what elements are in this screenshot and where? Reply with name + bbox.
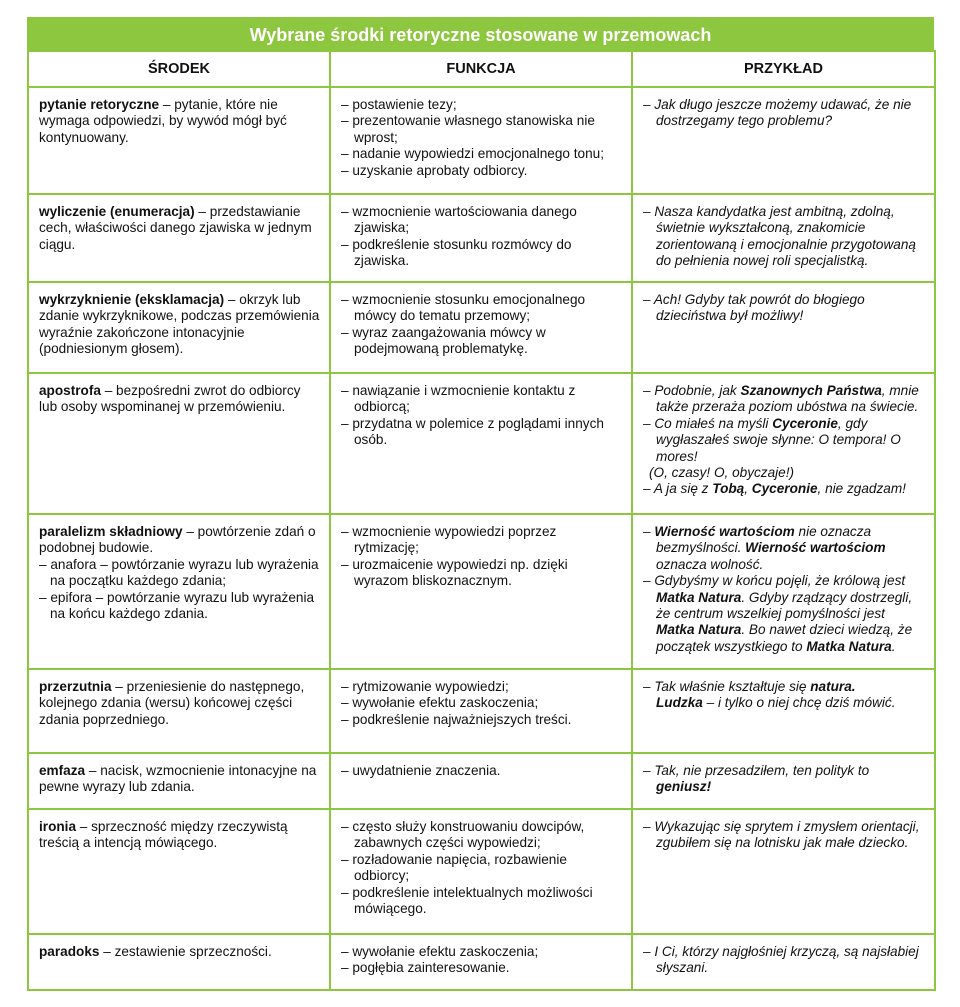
function-item: – wyraz zaangażowania mówcy w podejmowaną problematykę.	[341, 324, 546, 357]
cell-przyklad	[632, 514, 935, 669]
term-definition: – pytanie, które nie wymaga odpowiedzi, by wywód mógł być kontynuowany.	[39, 97, 287, 145]
example-item: – Nasza kandydatka jest ambitną, zdolną, świetnie wykształconą, znakomicie zorientowaną i emocjonalnie przygotowaną do pełnienia nowej roli specjalistką.	[643, 204, 916, 269]
table-title: Wybrane środki retoryczne stosowane w przemowach	[27, 17, 934, 50]
cell-srodek	[28, 669, 330, 753]
table-row	[28, 373, 935, 514]
function-item: – podkreślenie stosunku rozmówcy do zjawiska.	[341, 236, 572, 269]
function-item: – nadanie wypowiedzi emocjonalnego tonu;	[341, 146, 604, 162]
cell-srodek	[28, 373, 330, 514]
term-definition: – przedstawianie cech, właściwości danego zjawiska w jednym ciągu.	[39, 204, 312, 252]
table-row	[28, 87, 935, 194]
cell-funkcja	[330, 809, 632, 934]
example-item: – Jak długo jeszcze możemy udawać, że nie dostrzegamy tego problemu?	[643, 97, 912, 129]
function-item: – nawiązanie i wzmocnienie kontaktu z odbiorcą;	[341, 383, 576, 415]
table-row	[28, 669, 935, 753]
cell-srodek	[28, 282, 330, 373]
cell-funkcja	[330, 514, 632, 669]
term-definition: – bezpośredni zwrot do odbiorcy lub osoby wspominanej w przemówieniu.	[39, 383, 301, 415]
cell-funkcja	[330, 753, 632, 809]
header-funkcja: FUNKCJA	[330, 51, 632, 87]
example-item: – Wykazując się sprytem i zmysłem orientacji, zgubiłem się na lotnisku jak małe dziecko.	[643, 819, 920, 851]
cell-przyklad	[632, 194, 935, 282]
cell-funkcja	[330, 87, 632, 194]
cell-przyklad	[632, 934, 935, 990]
function-item: – uzyskanie aprobaty odbiorcy.	[341, 162, 528, 178]
term-name: apostrofa	[39, 383, 101, 398]
table-row	[28, 514, 935, 669]
function-item: – postawienie tezy;	[341, 97, 457, 112]
term-definition: – sprzeczność między rzeczywistą treścią a intencją mówiącego.	[39, 819, 288, 851]
table-row	[28, 809, 935, 934]
term-name: emfaza	[39, 763, 86, 778]
function-item: – podkreślenie najważniejszych treści.	[341, 711, 572, 727]
term-definition: – przeniesienie do następnego, kolejnego zdania (wersu) końcowej części zdania poprzedniego.	[39, 679, 305, 727]
term-name: wyliczenie (enumeracja)	[39, 204, 195, 219]
function-item: – rozładowanie napięcia, rozbawienie odbiorcy;	[341, 851, 567, 884]
term-definition: – zestawienie sprzeczności.	[99, 944, 272, 959]
function-item: – urozmaicenie wypowiedzi np. dzięki wyrazom bliskoznacznym.	[341, 556, 568, 589]
cell-srodek	[28, 809, 330, 934]
example-item: – Gdybyśmy w końcu pojęli, że królową jest Matka Natura. Gdyby rządzący dostrzegli, że centrum wszelkiej pomyślności jest Matka Natura. Bo nawet dzieci wiedzą, że początek wszystkiego to Matka Natura.	[643, 573, 913, 654]
cell-funkcja	[330, 669, 632, 753]
cell-srodek	[28, 514, 330, 669]
example-item: – Co miałeś na myśli Cyceronie, gdy wygłaszałeś swoje słynne: O tempora! O mores!	[643, 415, 901, 464]
function-item: – wywołanie efektu zaskoczenia;	[341, 944, 539, 959]
term-name: ironia	[39, 819, 77, 834]
cell-przyklad	[632, 87, 935, 194]
term-definition: – okrzyk lub zdanie wykrzyknikowe, podczas przemówienia wyraźnie zakończone intonacyjnie (podniesionym głosem).	[39, 292, 320, 357]
cell-przyklad	[632, 282, 935, 373]
cell-przyklad	[632, 809, 935, 934]
table-row	[28, 194, 935, 282]
cell-srodek	[28, 753, 330, 809]
table-row	[28, 753, 935, 809]
header-row	[28, 51, 935, 87]
example-item: (O, czasy! O, obyczaje!)	[649, 465, 795, 481]
table-row	[28, 282, 935, 373]
function-item: – wzmocnienie stosunku emocjonalnego mówcy do tematu przemowy;	[341, 292, 586, 324]
term-name: pytanie retoryczne	[39, 97, 160, 112]
term-name: przerzutnia	[39, 679, 112, 694]
cell-przyklad	[632, 373, 935, 514]
table-row	[28, 934, 935, 990]
rhetoric-table-container	[27, 17, 934, 991]
cell-funkcja	[330, 934, 632, 990]
example-item: – Ach! Gdyby tak powrót do błogiego dzieciństwa był możliwy!	[643, 292, 865, 324]
table-body	[28, 87, 935, 990]
example-item: – Podobnie, jak Szanownych Państwa, mnie także przeraża poziom ubóstwa na świecie.	[643, 383, 919, 415]
term-name: wykrzyknienie (eksklamacja)	[39, 292, 225, 307]
cell-przyklad	[632, 669, 935, 753]
term-name: paralelizm składniowy	[39, 524, 183, 539]
rhetoric-table	[27, 50, 936, 991]
example-item: – A ja się z Tobą, Cyceronie, nie zgadzam!	[643, 481, 906, 497]
function-item: – wzmocnienie wartościowania danego zjawiska;	[341, 204, 577, 236]
term-definition: – powtórzenie zdań o podobnej budowie.	[39, 524, 316, 556]
function-item: – prezentowanie własnego stanowiska nie wprost;	[341, 113, 595, 145]
function-item: – rytmizowanie wypowiedzi;	[341, 679, 509, 694]
cell-funkcja	[330, 194, 632, 282]
cell-srodek	[28, 194, 330, 282]
header-przyklad: PRZYKŁAD	[632, 51, 935, 87]
cell-funkcja	[330, 282, 632, 373]
cell-funkcja	[330, 373, 632, 514]
function-item: – przydatna w polemice z poglądami innych osób.	[341, 415, 604, 448]
example-item: – I Ci, którzy najgłośniej krzyczą, są najsłabiej słyszani.	[643, 944, 919, 976]
header-srodek: ŚRODEK	[28, 51, 330, 87]
term-name: paradoks	[39, 944, 100, 959]
function-item: – wywołanie efektu zaskoczenia;	[341, 695, 539, 711]
function-item: – wzmocnienie wypowiedzi poprzez rytmizację;	[341, 524, 557, 556]
term-definition: – nacisk, wzmocnienie intonacyjne na pewne wyrazy lub zdania.	[39, 763, 317, 795]
term-subtype: – epifora – powtórzanie wyrazu lub wyrażenia na końcu każdego zdania.	[39, 589, 315, 622]
function-item: – podkreślenie intelektualnych możliwości mówiącego.	[341, 884, 593, 917]
function-item: – uwydatnienie znaczenia.	[341, 763, 501, 778]
cell-przyklad	[632, 753, 935, 809]
example-item: – Tak, nie przesadziłem, ten polityk to geniusz!	[643, 763, 870, 795]
function-item: – pogłębia zainteresowanie.	[341, 960, 510, 976]
cell-srodek	[28, 934, 330, 990]
term-subtype: – anafora – powtórzanie wyrazu lub wyrażenia na początku każdego zdania;	[39, 556, 319, 589]
example-item: – Wierność wartościom nie oznacza bezmyślności. Wierność wartościom oznacza wolność.	[643, 524, 886, 572]
example-item: – Tak właśnie kształtuje się natura. Ludzka – i tylko o niej chcę dziś mówić.	[643, 679, 896, 711]
function-item: – często służy konstruowaniu dowcipów, zabawnych części wypowiedzi;	[341, 819, 585, 851]
cell-srodek	[28, 87, 330, 194]
